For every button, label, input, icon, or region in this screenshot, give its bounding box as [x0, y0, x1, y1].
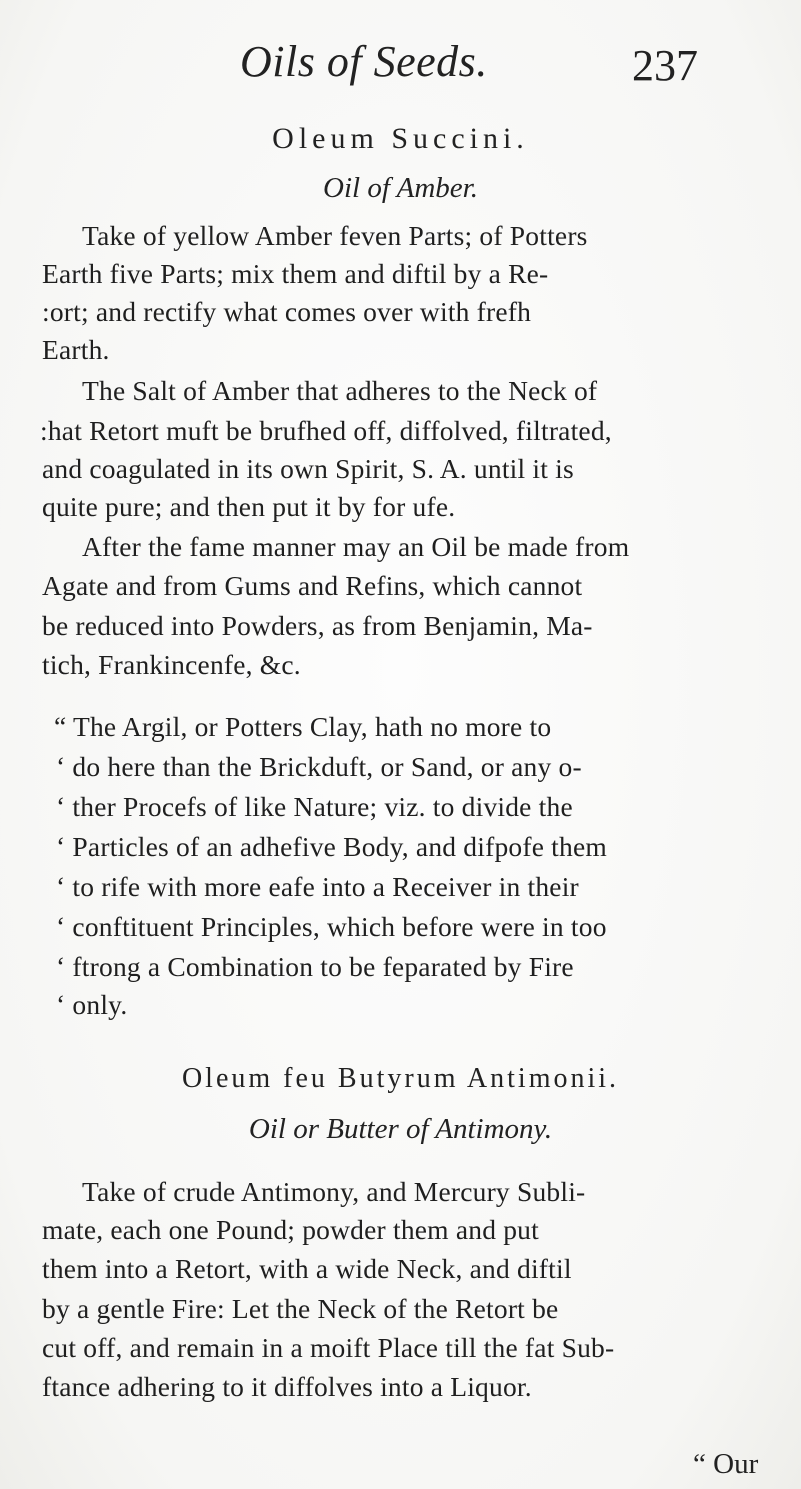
text-line: ftance adhering to it diffolves into a Liquor. [42, 1371, 532, 1402]
quote-line: ‘ do here than the Brickduft, or Sand, or any o- [56, 751, 582, 782]
text-line: them into a Retort, with a wide Neck, and diftil [42, 1253, 572, 1284]
text-line: Agate and from Gums and Refins, which cannot [42, 570, 583, 601]
section-heading-oleum-antimonii: Oleum feu Butyrum Antimonii. [181, 1063, 620, 1094]
text-line: by a gentle Fire: Let the Neck of the Retort be [42, 1293, 559, 1324]
text-line: tich, Frankincenfe, &c. [42, 649, 301, 680]
quote-line: ‘ to rife with more eafe into a Receiver in their [56, 871, 579, 902]
quote-line: “ The Argil, or Potters Clay, hath no more to [54, 711, 552, 742]
text-line: After the fame manner may an Oil be made from [82, 531, 630, 562]
section-subheading-oil-of-antimony: Oil or Butter of Antimony. [248, 1113, 553, 1145]
section-heading-oleum-succini: Oleum Succini. [272, 122, 529, 155]
running-head-title: Oils of Seeds. [240, 37, 488, 86]
text-line: and coagulated in its own Spirit, S. A. until it is [42, 453, 574, 484]
quote-line: ‘ ftrong a Combination to be feparated by Fire [56, 951, 574, 982]
quote-line: ‘ Particles of an adhefive Body, and difpofe them [56, 831, 607, 862]
text-line: Earth five Parts; mix them and diftil by a Re- [42, 258, 549, 289]
text-line: The Salt of Amber that adheres to the Neck of [82, 375, 598, 406]
quote-line: ‘ ther Procefs of like Nature; viz. to divide the [56, 791, 573, 822]
text-line: Take of yellow Amber feven Parts; of Potters [82, 220, 588, 251]
quote-line: ‘ conftituent Principles, which before were in too [56, 911, 607, 942]
text-line: quite pure; and then put it by for ufe. [42, 491, 456, 522]
text-line: :ort; and rectify what comes over with frefh [42, 296, 532, 327]
text-line: Earth. [42, 334, 110, 365]
text-line: Take of crude Antimony, and Mercury Subli- [82, 1176, 586, 1207]
section-subheading-oil-of-amber: Oil of Amber. [323, 172, 478, 204]
text-line: :hat Retort muft be brufhed off, diffolved, filtrated, [40, 415, 612, 446]
catchword: “ Our [693, 1448, 759, 1480]
text-line: mate, each one Pound; powder them and put [42, 1214, 539, 1245]
text-line: cut off, and remain in a moift Place till the fat Sub- [42, 1332, 615, 1363]
page-number: 237 [632, 41, 698, 90]
text-line: be reduced into Powders, as from Benjamin, Ma- [42, 610, 593, 641]
running-head [0, 30, 801, 90]
quote-line: ‘ only. [56, 989, 128, 1020]
